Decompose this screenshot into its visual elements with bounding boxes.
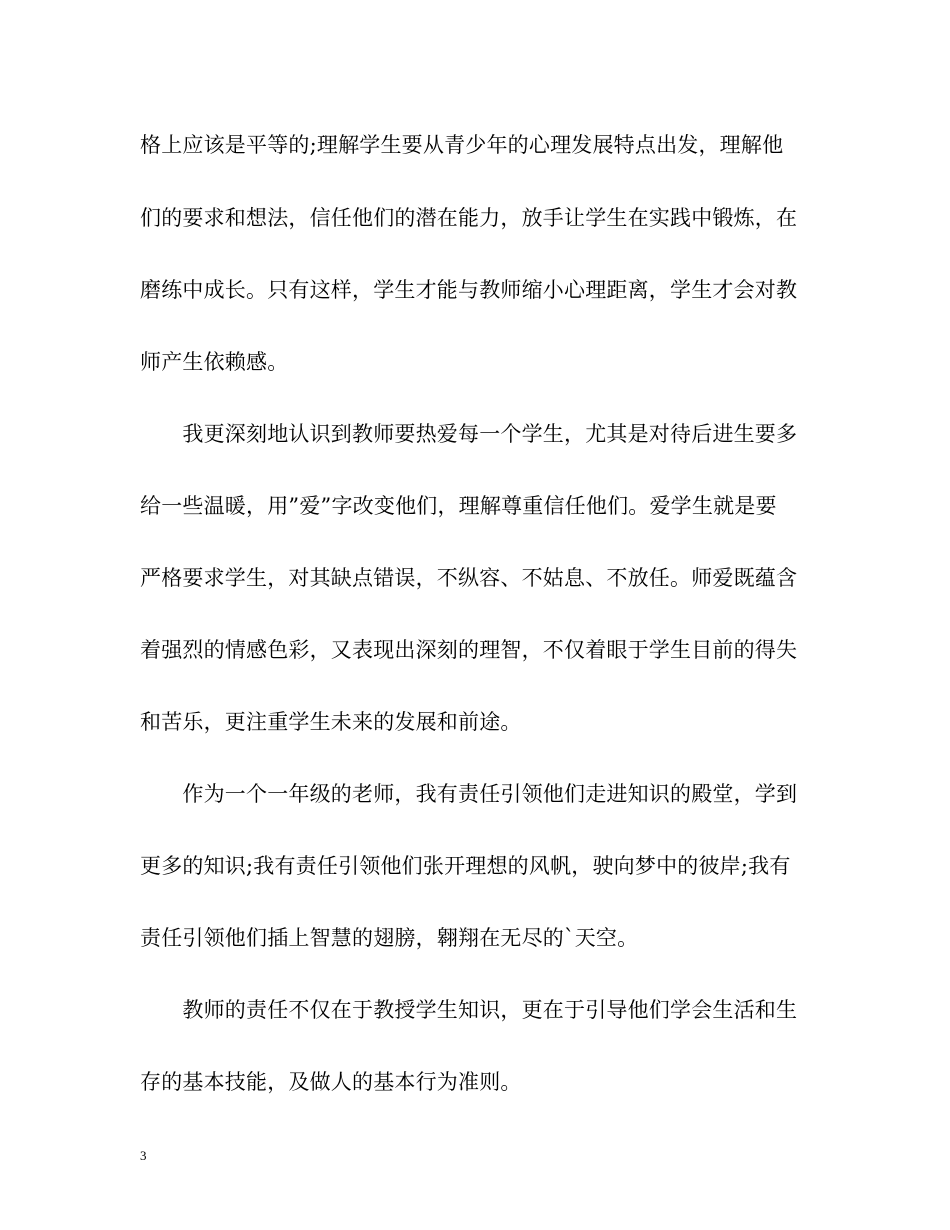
text-line: 师产生依赖感。 [140, 350, 289, 374]
text-line: 更多的知识;我有责任引领他们张开理想的风帆，驶向梦中的彼岸;我有 [140, 854, 791, 878]
text-line: 们的要求和想法，信任他们的潜在能力，放手让学生在实践中锻炼，在 [140, 206, 798, 230]
text-line: 责任引领他们插上智慧的翅膀，翱翔在无尽的`天空。 [140, 926, 639, 950]
text-line: 着强烈的情感色彩，又表现出深刻的理智，不仅着眼于学生目前的得失 [140, 638, 798, 662]
text-line: 作为一个一年级的老师，我有责任引领他们走进知识的殿堂，学到 [140, 782, 798, 806]
text-line: 存的基本技能，及做人的基本行为准则。 [140, 1070, 522, 1094]
page-number: 3 [140, 1148, 147, 1163]
text-line: 格上应该是平等的;理解学生要从青少年的心理发展特点出发，理解他 [140, 133, 784, 157]
text-line: 教师的责任不仅在于教授学生知识，更在于引导他们学会生活和生 [140, 998, 798, 1022]
text-line: 我更深刻地认识到教师要热爱每一个学生，尤其是对待后进生要多 [140, 422, 798, 446]
text-line: 磨练中成长。只有这样，学生才能与教师缩小心理距离，学生才会对教 [140, 278, 798, 302]
text-line: 和苦乐，更注重学生未来的发展和前途。 [140, 710, 522, 734]
text-line: 给一些温暖，用”爱”字改变他们，理解尊重信任他们。爱学生就是要 [140, 494, 777, 518]
text-line: 严格要求学生，对其缺点错误，不纵容、不姑息、不放任。师爱既蕴含 [140, 566, 798, 590]
